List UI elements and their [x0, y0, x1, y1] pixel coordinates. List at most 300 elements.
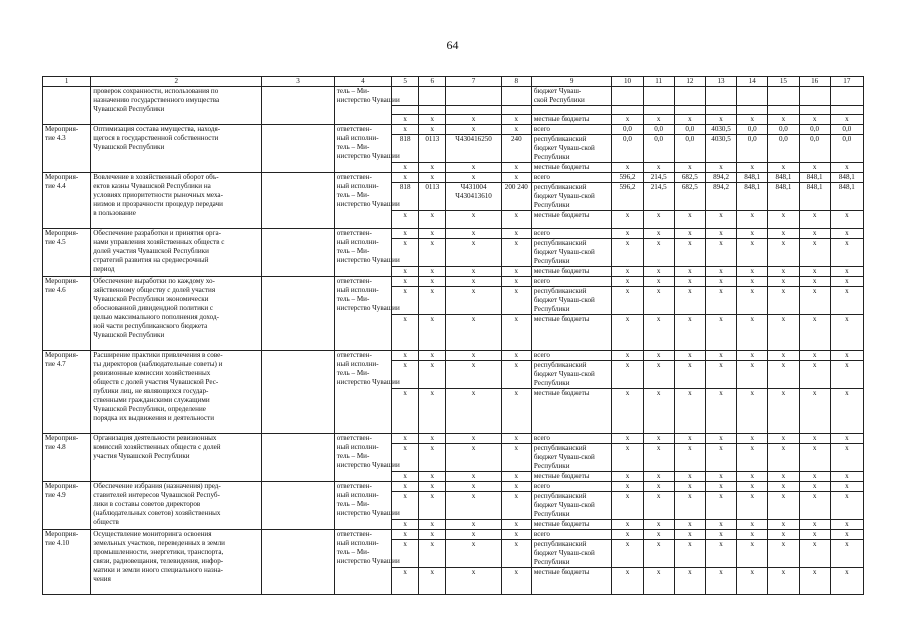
value-cell: x: [705, 229, 736, 239]
header-cell: 8: [501, 77, 531, 87]
description-line: ревизионные комиссии хозяйственных: [93, 369, 211, 377]
funding-source: республиканский бюджет Чуваш-ской Республики: [531, 135, 611, 163]
header-cell: 1: [43, 77, 91, 87]
value-cell: x: [612, 315, 643, 351]
value-cell: x: [612, 444, 643, 472]
description-line: лики в составы советов директоров: [93, 500, 201, 508]
description-line: обоснованной дивидендной политики с: [93, 304, 214, 312]
code-cell: x: [419, 520, 446, 530]
value-cell: x: [799, 267, 830, 277]
event-description: [91, 229, 262, 277]
code-cell: x: [392, 315, 419, 351]
value-cell: 0,0: [830, 125, 863, 135]
value-cell: x: [643, 211, 674, 229]
description-line: матики и земли иного специального назна-: [93, 566, 224, 574]
header-cell: 2: [91, 77, 262, 87]
value-cell: x: [643, 540, 674, 568]
funding-source: всего: [531, 351, 611, 361]
value-cell: x: [674, 472, 705, 482]
value-cell: x: [643, 163, 674, 173]
code-cell: x: [419, 361, 446, 389]
responsible-line: ный исполни-: [336, 360, 379, 368]
value-cell: x: [705, 434, 736, 444]
value-cell: x: [799, 434, 830, 444]
code-cell: x: [501, 472, 531, 482]
header-cell: 17: [830, 77, 863, 87]
page-number: 64: [446, 38, 459, 52]
value-cell: x: [674, 492, 705, 520]
value-cell: x: [830, 287, 863, 315]
funding-source: республиканский бюджет Чуваш-ской Республики: [531, 287, 611, 315]
value-cell: x: [799, 568, 830, 595]
value-cell: x: [705, 482, 736, 492]
event-code-cell: [43, 173, 91, 229]
event-code-cell: [43, 229, 91, 277]
value-cell: x: [674, 389, 705, 434]
code-cell: x: [446, 229, 501, 239]
responsible-line: нистерство Чувашии: [336, 152, 400, 160]
responsible-line: тель – Ми-: [336, 295, 370, 303]
event-code-line: тие 4.7: [45, 360, 66, 368]
value-cell: 894,2: [705, 183, 736, 211]
table-row: [43, 277, 864, 287]
value-cell: 848,1: [737, 183, 768, 211]
value-cell: x: [768, 520, 799, 530]
value-cell: x: [799, 361, 830, 389]
code-cell: x: [392, 211, 419, 229]
value-cell: 0,0: [799, 125, 830, 135]
value-cell: x: [705, 351, 736, 361]
value-cell: x: [830, 444, 863, 472]
code-cell: x: [446, 520, 501, 530]
description-line: Обеспечение разработки и принятия орга-: [93, 229, 221, 237]
code-cell: x: [392, 492, 419, 520]
event-code-cell: [43, 125, 91, 173]
table-body: [43, 77, 864, 595]
code-cell: x: [501, 277, 531, 287]
value-cell: x: [705, 287, 736, 315]
event-code-line: Мероприя-: [45, 125, 79, 133]
value-cell: x: [705, 163, 736, 173]
value-cell: x: [612, 115, 643, 125]
value-cell: 596,2: [612, 173, 643, 183]
responsible-line: ответствен-: [336, 277, 372, 285]
event-description: [91, 277, 262, 351]
funding-source: всего: [531, 530, 611, 540]
value-cell: x: [674, 530, 705, 540]
value-cell: x: [705, 361, 736, 389]
value-cell: x: [768, 434, 799, 444]
code-cell: x: [392, 472, 419, 482]
code-cell: x: [501, 287, 531, 315]
value-cell: x: [799, 530, 830, 540]
value-cell: 682,5: [674, 173, 705, 183]
responsible-cell: [334, 277, 400, 351]
value-cell: 0,0: [643, 135, 674, 163]
value-cell: 0,0: [612, 135, 643, 163]
value-cell: x: [768, 568, 799, 595]
code-cell: x: [392, 444, 419, 472]
code-cell: x: [501, 568, 531, 595]
value-cell: x: [705, 389, 736, 434]
code-cell: x: [446, 540, 501, 568]
code-cell: 200 240: [501, 183, 531, 211]
value-cell: x: [799, 540, 830, 568]
value-cell: x: [612, 568, 643, 595]
value-cell: x: [768, 444, 799, 472]
responsible-line: ответствен-: [336, 125, 372, 133]
value-cell: x: [768, 229, 799, 239]
value-cell: x: [768, 287, 799, 315]
value-cell: [830, 87, 863, 106]
funding-source: местные бюджеты: [531, 211, 611, 229]
budget-table: [42, 76, 864, 595]
value-cell: x: [643, 229, 674, 239]
funding-line: ской Республики: [533, 96, 585, 104]
value-cell: 0,0: [799, 135, 830, 163]
description-line: порядка их выдвижения и деятельности: [93, 414, 215, 422]
code-cell: x: [446, 444, 501, 472]
value-cell: x: [612, 277, 643, 287]
col3-cell: [262, 229, 334, 277]
funding-source: [531, 115, 611, 125]
description-line: участия Чувашской Республики: [93, 452, 190, 460]
value-cell: [392, 106, 419, 115]
value-cell: x: [643, 444, 674, 472]
value-cell: [612, 106, 643, 115]
responsible-line: тель – Ми-: [336, 87, 370, 95]
event-description: [91, 482, 262, 530]
code-cell: x: [419, 444, 446, 472]
value-cell: x: [830, 568, 863, 595]
code-cell: x: [501, 315, 531, 351]
code-cell: x: [446, 125, 501, 135]
code-cell: 0113: [419, 183, 446, 211]
code-cell: x: [446, 351, 501, 361]
code-cell: x: [501, 444, 531, 472]
responsible-cell: [334, 530, 400, 595]
code-cell: x: [392, 389, 419, 434]
event-code-line: тие 4.4: [45, 182, 66, 190]
col3-cell: [262, 87, 334, 125]
value-cell: [501, 106, 531, 115]
value-cell: x: [674, 434, 705, 444]
responsible-line: ный исполни-: [336, 539, 379, 547]
responsible-line: ответствен-: [336, 173, 372, 181]
value-cell: x: [643, 530, 674, 540]
value-cell: x: [643, 361, 674, 389]
responsible-line: тель – Ми-: [336, 191, 370, 199]
value-cell: x: [737, 115, 768, 125]
value-cell: [674, 87, 705, 106]
responsible-line: нистерство Чувашии: [336, 378, 400, 386]
value-cell: x: [612, 211, 643, 229]
table-row: [43, 530, 864, 540]
responsible-line: тель – Ми-: [336, 500, 370, 508]
event-code-line: Мероприя-: [45, 229, 79, 237]
value-cell: x: [830, 530, 863, 540]
value-cell: 0,0: [643, 125, 674, 135]
value-cell: x: [768, 361, 799, 389]
code-cell: x: [419, 173, 446, 183]
description-line: период: [93, 265, 115, 273]
code-cell: x: [392, 163, 419, 173]
responsible-line: ответствен-: [336, 434, 372, 442]
value-cell: 214,5: [643, 183, 674, 211]
responsible-line: тель – Ми-: [336, 548, 370, 556]
responsible-cell: [334, 229, 400, 277]
value-cell: x: [799, 472, 830, 482]
code-cell: x: [392, 229, 419, 239]
value-cell: x: [830, 540, 863, 568]
responsible-cell: [334, 125, 400, 173]
value-cell: x: [768, 239, 799, 267]
code-cell: x: [419, 267, 446, 277]
value-cell: x: [705, 444, 736, 472]
header-row: [43, 77, 864, 87]
value-cell: x: [737, 287, 768, 315]
event-description: [91, 351, 262, 434]
funding-source: всего: [531, 125, 611, 135]
value-cell: 0,0: [674, 125, 705, 135]
value-cell: x: [612, 520, 643, 530]
description-line: Организация деятельности ревизионных: [93, 434, 217, 442]
value-cell: x: [643, 315, 674, 351]
description-line: Обеспечение избрания (назначения) пред-: [93, 482, 221, 490]
value-cell: x: [768, 351, 799, 361]
funding-source: всего: [531, 229, 611, 239]
value-cell: x: [768, 492, 799, 520]
header-cell: 7: [446, 77, 501, 87]
code-cell: 0113: [419, 135, 446, 163]
value-cell: x: [737, 520, 768, 530]
value-cell: 848,1: [799, 183, 830, 211]
value-cell: 0,0: [768, 125, 799, 135]
event-code-cell: [43, 482, 91, 530]
funding-source: республиканский бюджет Чуваш-ской Республики: [531, 540, 611, 568]
event-code-line: тие 4.3: [45, 134, 66, 142]
table-row: [43, 173, 864, 183]
value-cell: x: [643, 239, 674, 267]
event-description: [91, 125, 262, 173]
description-line: земельных участков, переведенных в земли: [93, 539, 225, 547]
code-cell: x: [446, 239, 501, 267]
value-cell: [419, 106, 446, 115]
event-code-line: Мероприя-: [45, 173, 79, 181]
funding-line: бюджет Чуваш-: [533, 87, 582, 95]
header-cell: 5: [392, 77, 419, 87]
funding-source: местные бюджеты: [531, 520, 611, 530]
responsible-line: нистерство Чувашии: [336, 461, 400, 469]
value-cell: x: [768, 472, 799, 482]
value-cell: x: [674, 239, 705, 267]
value-cell: x: [705, 540, 736, 568]
code-cell: x: [392, 277, 419, 287]
responsible-line: нистерство Чувашии: [336, 200, 400, 208]
event-code-cell: [43, 87, 91, 125]
responsible-cell: [334, 351, 400, 434]
event-code-cell: [43, 277, 91, 351]
description-line: целью максимального пополнения доход-: [93, 313, 219, 321]
value-cell: x: [768, 163, 799, 173]
value-cell: x: [705, 239, 736, 267]
value-cell: x: [830, 239, 863, 267]
code-cell: x: [501, 492, 531, 520]
header-cell: 3: [262, 77, 334, 87]
header-cell: 11: [643, 77, 674, 87]
funding-source: [531, 87, 611, 106]
value-cell: x: [737, 315, 768, 351]
value-cell: x: [737, 434, 768, 444]
value-cell: x: [799, 115, 830, 125]
description-line: ектов казны Чувашской Республики на: [93, 182, 211, 190]
description-line: Чувашской Республики: [93, 143, 165, 151]
value-cell: [737, 87, 768, 106]
value-cell: 682,5: [674, 183, 705, 211]
value-cell: 0,0: [674, 135, 705, 163]
col3-cell: [262, 530, 334, 595]
code-cell: x: [501, 163, 531, 173]
code-cell: x: [501, 351, 531, 361]
code-cell: Ч430416250: [446, 135, 501, 163]
value-cell: 848,1: [768, 183, 799, 211]
value-cell: x: [612, 287, 643, 315]
col3-cell: [262, 277, 334, 351]
value-cell: x: [830, 434, 863, 444]
code-cell: x: [446, 173, 501, 183]
header-cell: 15: [768, 77, 799, 87]
value-cell: 0,0: [737, 135, 768, 163]
funding-source: местные бюджеты: [531, 568, 611, 595]
value-cell: [612, 87, 643, 106]
code-cell: x: [501, 125, 531, 135]
responsible-line: ный исполни-: [336, 286, 379, 294]
value-cell: x: [799, 482, 830, 492]
event-code-line: Мероприя-: [45, 434, 79, 442]
responsible-line: нистерство Чувашии: [336, 304, 400, 312]
value-cell: x: [799, 163, 830, 173]
value-cell: x: [737, 361, 768, 389]
description-line: ственными гражданскими служащими: [93, 396, 210, 404]
value-cell: x: [612, 482, 643, 492]
value-cell: [419, 87, 446, 106]
code-cell: x: [446, 361, 501, 389]
code-cell: x: [392, 568, 419, 595]
code-cell: x: [501, 434, 531, 444]
value-cell: [737, 106, 768, 115]
value-cell: x: [705, 492, 736, 520]
responsible-cell: [334, 434, 400, 482]
value-cell: x: [737, 444, 768, 472]
code-cell: x: [446, 277, 501, 287]
code-cell: x: [501, 173, 531, 183]
description-line: ной части республиканского бюджета: [93, 322, 208, 330]
code-cell: x: [419, 472, 446, 482]
code-cell: 240: [501, 135, 531, 163]
value-cell: x: [799, 287, 830, 315]
value-cell: 0,0: [768, 135, 799, 163]
value-cell: x: [830, 229, 863, 239]
code-cell: x: [446, 267, 501, 277]
value-cell: 0,0: [830, 135, 863, 163]
header-cell: 10: [612, 77, 643, 87]
code-cell: x: [419, 482, 446, 492]
value-cell: x: [674, 568, 705, 595]
description-line: (наблюдательных советов) хозяйственных: [93, 509, 221, 517]
funding-source: республиканский бюджет Чуваш-ской Республики: [531, 239, 611, 267]
code-cell: x: [419, 239, 446, 267]
value-cell: x: [643, 389, 674, 434]
code-cell: x: [392, 540, 419, 568]
table-row: [43, 125, 864, 135]
description-line: стратегий развития на среднесрочный: [93, 256, 209, 264]
code-cell: x: [501, 389, 531, 434]
value-cell: [643, 106, 674, 115]
code-cell: x: [446, 211, 501, 229]
description-line: нами управления хозяйственных обществ с: [93, 238, 225, 246]
code-cell: x: [501, 361, 531, 389]
value-cell: x: [768, 530, 799, 540]
code-cell: x: [392, 125, 419, 135]
table-row: [43, 351, 864, 361]
value-cell: x: [643, 482, 674, 492]
code-cell: x: [446, 482, 501, 492]
event-code-line: тие 4.10: [45, 539, 70, 547]
description-line: проверок сохранности, использования по: [93, 87, 219, 95]
responsible-line: ный исполни-: [336, 182, 379, 190]
event-code-line: Мероприя-: [45, 482, 79, 490]
value-cell: x: [674, 315, 705, 351]
value-cell: 848,1: [768, 173, 799, 183]
value-cell: 848,1: [830, 183, 863, 211]
code-cell: x: [446, 472, 501, 482]
value-cell: x: [446, 115, 501, 125]
table-row: [43, 434, 864, 444]
code-cell: Ч431004 Ч430413610: [446, 183, 501, 211]
value-cell: x: [643, 287, 674, 315]
code-cell: x: [392, 351, 419, 361]
value-cell: x: [674, 277, 705, 287]
code-cell: x: [501, 520, 531, 530]
code-cell: x: [446, 434, 501, 444]
code-cell: x: [419, 125, 446, 135]
responsible-line: ответствен-: [336, 351, 372, 359]
value-cell: [705, 106, 736, 115]
value-cell: x: [830, 472, 863, 482]
header-cell: 12: [674, 77, 705, 87]
table-row: [43, 482, 864, 492]
funding-source: всего: [531, 277, 611, 287]
header-cell: 4: [334, 77, 391, 87]
value-cell: x: [612, 163, 643, 173]
code-cell: x: [501, 482, 531, 492]
value-cell: x: [830, 211, 863, 229]
description-line: ты директоров (наблюдательные советы) и: [93, 360, 223, 368]
code-cell: x: [446, 530, 501, 540]
header-cell: 13: [705, 77, 736, 87]
value-cell: 4030,5: [705, 135, 736, 163]
funding-source: республиканский бюджет Чуваш-ской Республики: [531, 492, 611, 520]
value-cell: x: [768, 389, 799, 434]
description-line: обществ с долей участия Чувашской Рес-: [93, 378, 219, 386]
description-line: Чувашской Республики экономически: [93, 295, 209, 303]
event-description: [91, 434, 262, 482]
col3-cell: [262, 482, 334, 530]
code-cell: x: [419, 492, 446, 520]
value-cell: x: [674, 361, 705, 389]
value-cell: x: [799, 389, 830, 434]
funding-source: местные бюджеты: [531, 389, 611, 434]
